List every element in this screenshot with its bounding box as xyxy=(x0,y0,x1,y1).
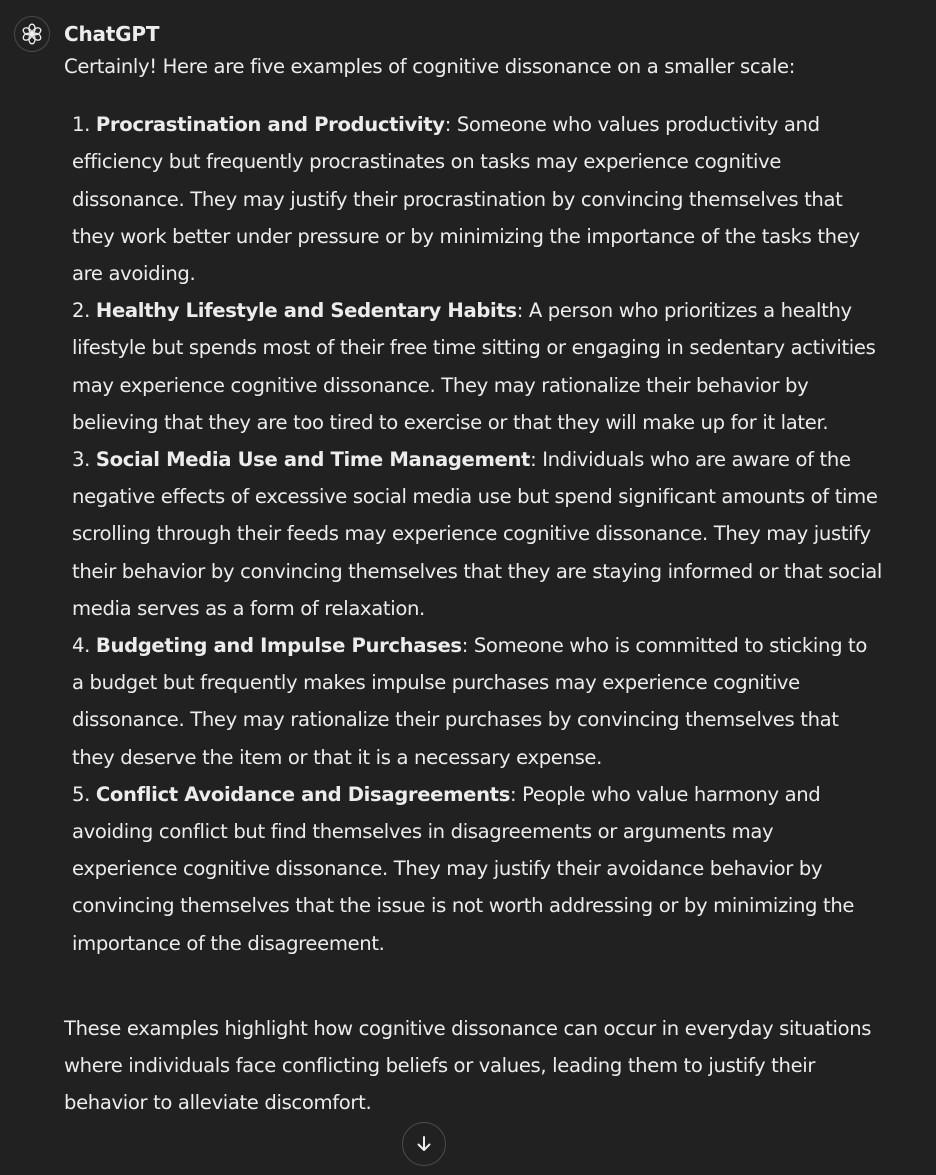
list-item-number: 2. xyxy=(72,299,90,323)
message-header xyxy=(14,16,159,52)
list-item xyxy=(72,441,884,627)
list-item-title: Healthy Lifestyle and Sedentary Habits xyxy=(95,299,517,323)
list-item xyxy=(72,776,884,962)
list-item-number: 1. xyxy=(72,113,90,137)
arrow-down-icon xyxy=(414,1134,434,1154)
list-item-number: 4. xyxy=(72,634,90,658)
list-item-number: 3. xyxy=(72,448,90,472)
list-item-title: Social Media Use and Time Management xyxy=(95,448,531,472)
list-item-text: : A person who prioritizes a healthy lifestyle but spends most of their free time sitting or engaging in sedentary activities may experience cognitive dissonance. They may rationalize their behavior by believing that they are too tired to exercise or that they will make up for it later. xyxy=(72,299,876,434)
list-item-text: : Someone who is committed to sticking to a budget but frequently makes impulse purchases may experience cognitive dissonance. They may rationalize their purchases by convincing themselves that they deserve the item or that it is a necessary expense. xyxy=(72,634,868,769)
message-outro: These examples highlight how cognitive dissonance can occur in everyday situations where individuals face conflicting beliefs or values, leading them to justify their behavior to alleviate discomfort. xyxy=(64,1016,872,1115)
scroll-to-bottom-button[interactable] xyxy=(402,1122,446,1166)
list-item xyxy=(72,627,884,776)
list-item xyxy=(72,292,884,441)
message-intro: Certainly! Here are five examples of cognitive dissonance on a smaller scale: xyxy=(64,55,795,78)
list-item xyxy=(72,106,884,292)
list-item-title: Budgeting and Impulse Purchases xyxy=(95,634,462,658)
examples-list xyxy=(64,106,884,962)
list-item-title: Conflict Avoidance and Disagreements xyxy=(95,782,511,806)
list-item-text: : Someone who values productivity and efficiency but frequently procrastinates on tasks may experience cognitive dissonance. They may justify their procrastination by convincing themselves that they work better under pressure or by minimizing the importance of the tasks they are avoiding. xyxy=(72,113,860,286)
list-item-number: 5. xyxy=(72,782,90,806)
avatar xyxy=(14,16,50,52)
openai-logo-icon xyxy=(20,22,44,46)
list-item-text: : People who value harmony and avoiding conflict but find themselves in disagreements or arguments may experience cognitive dissonance. They may justify their avoidance behavior by convincing themselves that the issue is not worth addressing or by minimizing the importance of the disagreement. xyxy=(72,782,855,955)
author-name: ChatGPT xyxy=(64,22,160,46)
assistant-message xyxy=(64,48,884,1121)
list-item-text: : Individuals who are aware of the negative effects of excessive social media use but spend significant amounts of time scrolling through their feeds may experience cognitive dissonance. They may justify their behavior by convincing themselves that they are staying informed or that social media serves as a form of relaxation. xyxy=(72,448,882,620)
list-item-title: Procrastination and Productivity xyxy=(95,113,445,137)
